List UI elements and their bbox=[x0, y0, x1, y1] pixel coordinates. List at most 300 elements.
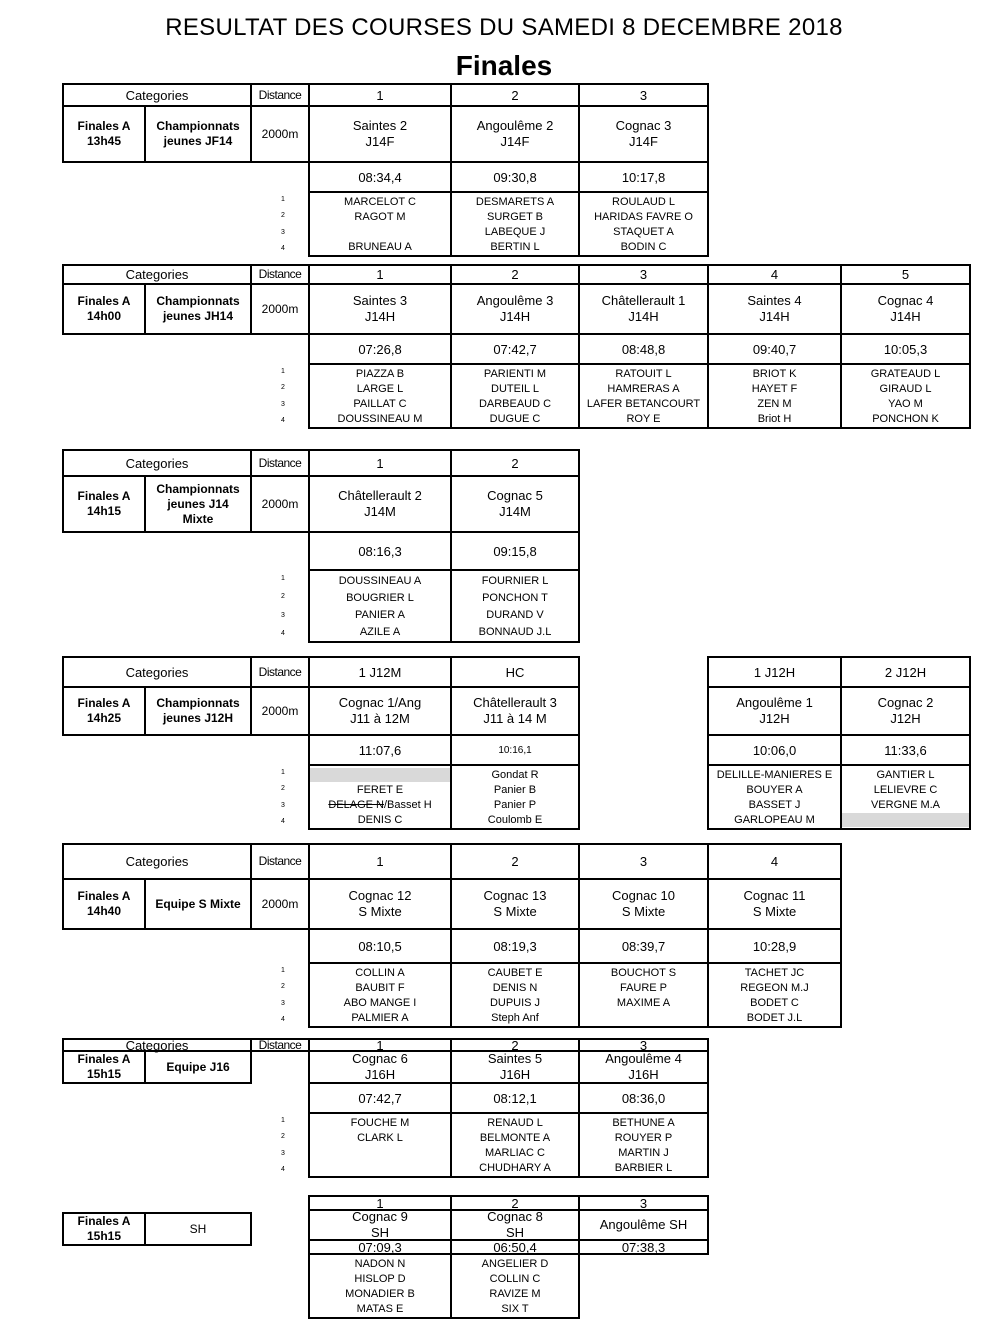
team-name: J14M bbox=[364, 504, 396, 519]
race-time: 08:19,3 bbox=[493, 938, 537, 954]
crew-member: ZEN M bbox=[757, 397, 792, 410]
team-name: J12H bbox=[759, 711, 790, 726]
crew-cell bbox=[578, 1112, 709, 1178]
category-label: Championnats bbox=[156, 481, 240, 496]
team-name: Angoulême 2 bbox=[476, 118, 554, 133]
crew-member: AZILE A bbox=[359, 625, 401, 638]
finale-cell bbox=[62, 686, 146, 736]
crew-member: MARCELOT C bbox=[344, 195, 416, 208]
crew-member-struck: DELAGE N bbox=[328, 798, 384, 811]
crew-member: MAXIME A bbox=[616, 996, 671, 1009]
distance-value: 2000m bbox=[261, 126, 299, 141]
crew-member: FOUCHE M bbox=[350, 1116, 410, 1129]
crew-member: DOUSSINEAU M bbox=[337, 412, 423, 425]
lane-order-numbers: 1 2 3 4 bbox=[281, 574, 285, 638]
finale-label: Finales A bbox=[77, 119, 131, 133]
distance-label: Distance bbox=[258, 1037, 302, 1052]
lane-header bbox=[450, 843, 580, 880]
time-cell bbox=[308, 531, 452, 571]
crew-member: SIX T bbox=[501, 1302, 529, 1315]
crew-member: BOUGRIER L bbox=[346, 591, 414, 604]
lane-number: HC bbox=[505, 664, 525, 680]
team-name: Angoulême 1 bbox=[736, 695, 813, 710]
race-time: 08:36,0 bbox=[621, 1090, 666, 1106]
race-time: 07:42,7 bbox=[358, 1090, 402, 1106]
race-time: 08:10,5 bbox=[358, 938, 402, 954]
crew-member bbox=[310, 768, 450, 782]
finale-label: 13h45 bbox=[86, 134, 122, 148]
lane-number: 3 bbox=[639, 854, 648, 869]
time-cell bbox=[308, 161, 452, 193]
lane-order-numbers: 1 2 3 4 bbox=[281, 195, 285, 253]
crew-member: BOUYER A bbox=[746, 783, 803, 796]
lane-header bbox=[308, 264, 452, 285]
race-time: 08:16,3 bbox=[358, 543, 402, 559]
crew-member: TACHET JC bbox=[744, 966, 805, 979]
crew-member: COLLIN A bbox=[355, 966, 405, 979]
team-cell bbox=[450, 105, 580, 163]
team-name: SH bbox=[370, 1225, 390, 1240]
finale-label: 15h15 bbox=[86, 1229, 122, 1243]
lane-order-numbers: 1 2 3 4 bbox=[281, 1116, 285, 1174]
time-cell bbox=[578, 1082, 709, 1114]
team-name: Angoulême SH bbox=[599, 1217, 688, 1232]
crew-member: DUPUIS J bbox=[489, 996, 541, 1009]
category-cell bbox=[144, 1212, 252, 1246]
crew-member: LARGE L bbox=[356, 382, 404, 395]
category-label: jeunes J14 bbox=[167, 496, 229, 511]
crew-member: Panier B bbox=[493, 783, 537, 796]
team-name: J14H bbox=[499, 309, 531, 324]
crew-member: COLLIN C bbox=[489, 1272, 541, 1285]
team-name: Cognac 1/Ang bbox=[338, 695, 422, 710]
team-name: Cognac 13 bbox=[483, 888, 547, 903]
distance-value: 2000m bbox=[261, 703, 299, 718]
crew-cell bbox=[450, 569, 580, 643]
category-cell bbox=[144, 283, 252, 335]
lane-number: 1 bbox=[376, 455, 384, 471]
crew-member: NADON N bbox=[354, 1257, 406, 1270]
lane-number: 1 bbox=[376, 1195, 384, 1211]
team-cell bbox=[450, 686, 580, 736]
lane-order-numbers: 1 2 3 4 bbox=[281, 367, 285, 425]
distance-label: Distance bbox=[258, 854, 302, 868]
crew-member: PARIENTI M bbox=[483, 367, 547, 380]
crew-member: FERET E bbox=[356, 783, 404, 796]
team-name: J16H bbox=[628, 1067, 659, 1082]
crew-member: Steph Anf bbox=[491, 1011, 539, 1024]
category-cell bbox=[144, 105, 252, 163]
page-subtitle: Finales bbox=[455, 50, 553, 81]
categories-label: Categories bbox=[125, 854, 189, 869]
category-label: SH bbox=[189, 1221, 207, 1236]
team-cell bbox=[308, 686, 452, 736]
lane-number: 3 bbox=[639, 1195, 648, 1211]
team-cell bbox=[308, 1209, 452, 1241]
crew-member: PONCHON K bbox=[872, 412, 939, 425]
distance-cell bbox=[250, 1050, 310, 1084]
finale-cell bbox=[62, 105, 146, 163]
finale-cell bbox=[62, 1050, 146, 1084]
time-cell bbox=[578, 161, 709, 193]
team-name: Cognac 8 bbox=[487, 1209, 543, 1224]
time-cell bbox=[308, 1082, 452, 1114]
crew-member: ABO MANGE I bbox=[343, 996, 417, 1009]
team-name: Saintes 3 bbox=[352, 293, 408, 308]
crew-member: PIAZZA B bbox=[355, 367, 405, 380]
race-time: 11:33,6 bbox=[884, 742, 927, 758]
team-name: Angoulême 4 bbox=[605, 1051, 682, 1066]
distance-value: 2000m bbox=[261, 301, 299, 316]
lane-header bbox=[450, 264, 580, 285]
team-name: Cognac 12 bbox=[348, 888, 412, 903]
crew-cell bbox=[450, 962, 580, 1028]
crew-cell bbox=[707, 363, 842, 429]
team-name: S Mixte bbox=[621, 904, 666, 919]
lane-header bbox=[308, 449, 452, 477]
categories-label: Categories bbox=[125, 87, 189, 103]
race-time: 11:07,6 bbox=[358, 742, 402, 758]
crew-member: GARLOPEAU M bbox=[734, 813, 815, 826]
crew-member: CAUBET E bbox=[487, 966, 543, 979]
crew-cell bbox=[308, 363, 452, 429]
team-name: Saintes 4 bbox=[747, 293, 802, 308]
crew-member: BELMONTE A bbox=[479, 1131, 551, 1144]
category-label: jeunes J12H bbox=[162, 711, 234, 725]
team-cell bbox=[840, 283, 971, 335]
categories-label: Categories bbox=[125, 455, 189, 471]
crew-cell bbox=[578, 191, 709, 257]
finale-cell bbox=[62, 1212, 146, 1246]
crew-member: MATAS E bbox=[356, 1302, 404, 1315]
distance-label: Distance bbox=[258, 664, 302, 679]
crew-member: BRUNEAU A bbox=[348, 240, 412, 253]
category-label: Mixte bbox=[182, 511, 214, 526]
team-cell bbox=[450, 1209, 580, 1241]
time-cell bbox=[578, 1239, 709, 1255]
distance-header bbox=[250, 843, 310, 880]
time-cell bbox=[578, 333, 709, 365]
crew-member: BAUBIT F bbox=[355, 981, 405, 994]
category-label: Championnats bbox=[156, 119, 240, 133]
category-label: Championnats bbox=[156, 696, 240, 710]
crew-member: GRATEAUD L bbox=[870, 367, 941, 380]
team-name: J14F bbox=[365, 134, 395, 149]
crew-member: BRIOT K bbox=[752, 367, 797, 380]
crew-cell bbox=[450, 764, 580, 830]
crew-member: MONADIER B bbox=[345, 1287, 415, 1300]
crew-cell bbox=[308, 569, 452, 643]
lane-number: 1 bbox=[376, 267, 384, 282]
distance-cell bbox=[250, 283, 310, 335]
team-name: Cognac 6 bbox=[352, 1051, 408, 1066]
lane-header bbox=[578, 264, 709, 285]
team-name: Saintes 5 bbox=[487, 1051, 543, 1066]
team-cell bbox=[450, 283, 580, 335]
crew-member: SURGET B bbox=[486, 210, 544, 223]
lane-header bbox=[707, 843, 842, 880]
crew-cell bbox=[308, 1112, 452, 1178]
distance-header bbox=[250, 264, 310, 285]
team-name: J14F bbox=[629, 134, 658, 149]
race-time: 08:48,8 bbox=[621, 341, 666, 357]
crew-member: HARIDAS FAVRE O bbox=[594, 210, 693, 223]
crew-member: PAILLAT C bbox=[353, 397, 407, 410]
distance-value: 2000m bbox=[261, 496, 299, 511]
categories-header bbox=[62, 843, 252, 880]
crew-member: RAGOT M bbox=[354, 210, 406, 223]
team-name: Cognac 3 bbox=[615, 118, 672, 133]
lane-number: 3 bbox=[639, 1037, 648, 1053]
crew-member: HAYET F bbox=[751, 382, 798, 395]
crew-member: LELIEVRE C bbox=[873, 783, 938, 796]
crew-member: DENIS N bbox=[492, 981, 538, 994]
time-cell bbox=[578, 928, 709, 964]
lane-order-numbers: 1 2 3 4 bbox=[281, 966, 285, 1024]
crew-member: CLARK L bbox=[357, 1131, 403, 1144]
lane-number: 2 J12H bbox=[884, 664, 927, 680]
category-cell bbox=[144, 686, 252, 736]
team-name: Cognac 4 bbox=[877, 293, 934, 308]
team-name: J14H bbox=[628, 309, 659, 324]
crew-member: HAMRERAS A bbox=[607, 382, 680, 395]
categories-header bbox=[62, 83, 252, 107]
distance-cell bbox=[250, 475, 310, 533]
team-cell bbox=[308, 878, 452, 930]
categories-label: Categories bbox=[125, 267, 189, 282]
race-time: 10:05,3 bbox=[883, 341, 928, 357]
crew-cell bbox=[578, 962, 709, 1028]
team-name: SH bbox=[505, 1225, 525, 1240]
lane-header bbox=[578, 83, 709, 107]
race-time: 10:16,1 bbox=[498, 744, 532, 756]
lane-header bbox=[840, 656, 971, 688]
crew-cell bbox=[450, 1112, 580, 1178]
team-name: Châtellerault 1 bbox=[601, 293, 686, 308]
time-cell bbox=[450, 1082, 580, 1114]
race-time: 07:09,3 bbox=[358, 1239, 402, 1255]
crew-member: Coulomb E bbox=[487, 813, 543, 826]
crew-cell bbox=[840, 764, 971, 830]
team-name: J12H bbox=[890, 711, 921, 726]
distance-cell bbox=[250, 686, 310, 736]
lane-number: 1 J12H bbox=[753, 664, 796, 680]
crew-member bbox=[310, 1146, 450, 1160]
finale-label: 15h15 bbox=[86, 1067, 122, 1081]
time-cell bbox=[450, 531, 580, 571]
finale-label: Finales A bbox=[77, 489, 131, 503]
time-cell bbox=[450, 928, 580, 964]
category-cell bbox=[144, 1050, 252, 1084]
team-name: Cognac 10 bbox=[612, 888, 675, 903]
race-time: 08:12,1 bbox=[493, 1090, 537, 1106]
lane-number: 4 bbox=[770, 854, 779, 869]
team-name: J11 à 12M bbox=[350, 711, 410, 726]
categories-label: Categories bbox=[125, 1037, 189, 1053]
crew-cell bbox=[308, 764, 452, 830]
finale-label: 14h15 bbox=[86, 504, 122, 518]
lane-header bbox=[450, 83, 580, 107]
crew-member: BOUCHOT S bbox=[610, 966, 677, 979]
time-cell bbox=[450, 161, 580, 193]
finale-cell bbox=[62, 475, 146, 533]
team-name: Cognac 2 bbox=[877, 695, 934, 710]
crew-member: RAVIZE M bbox=[489, 1287, 541, 1300]
team-cell bbox=[578, 283, 709, 335]
team-name: J14H bbox=[890, 309, 921, 324]
crew-member: PANIER A bbox=[355, 608, 405, 621]
crew-member: BODET J.L bbox=[746, 1011, 803, 1024]
crew-member: ROY E bbox=[626, 412, 661, 425]
lane-header bbox=[450, 656, 580, 688]
team-cell bbox=[450, 1050, 580, 1084]
finale-cell bbox=[62, 283, 146, 335]
crew-member: BODET C bbox=[750, 996, 799, 1009]
finale-label: 14h00 bbox=[86, 309, 122, 323]
team-name: Saintes 2 bbox=[352, 118, 408, 133]
race-time: 08:39,7 bbox=[621, 938, 666, 954]
crew-member: MARLIAC C bbox=[485, 1146, 545, 1159]
team-cell bbox=[707, 878, 842, 930]
team-cell bbox=[578, 878, 709, 930]
team-name: Châtellerault 2 bbox=[338, 488, 422, 503]
team-cell bbox=[450, 878, 580, 930]
crew-member: STAQUET A bbox=[613, 225, 674, 238]
lane-header bbox=[450, 449, 580, 477]
crew-member: HISLOP D bbox=[354, 1272, 406, 1285]
crew-member: Gondat R bbox=[491, 768, 539, 781]
crew-member: CHUDHARY A bbox=[479, 1161, 551, 1174]
team-name: J14F bbox=[500, 134, 530, 149]
race-time: 09:40,7 bbox=[752, 341, 797, 357]
lane-number: 4 bbox=[770, 267, 779, 282]
distance-header bbox=[250, 449, 310, 477]
race-time: 08:34,4 bbox=[358, 169, 402, 185]
category-label: Championnats bbox=[156, 294, 240, 308]
crew-member: BASSET J bbox=[748, 798, 801, 811]
crew-member: DURAND V bbox=[486, 608, 544, 621]
page-title: RESULTAT DES COURSES DU SAMEDI 8 DECEMBRE 2018 bbox=[165, 14, 843, 41]
crew-member: DARBEAUD C bbox=[478, 397, 552, 410]
crew-member: DOUSSINEAU A bbox=[338, 574, 422, 587]
lane-header bbox=[308, 656, 452, 688]
lane-number: 2 bbox=[511, 1195, 519, 1211]
crew-member: LABEQUE J bbox=[484, 225, 546, 238]
crew-member: DUTEIL L bbox=[491, 382, 539, 395]
team-name: J14H bbox=[364, 309, 396, 324]
team-cell bbox=[450, 475, 580, 533]
lane-header bbox=[707, 656, 842, 688]
team-cell bbox=[707, 283, 842, 335]
time-cell bbox=[308, 333, 452, 365]
crew-member: Briot H bbox=[757, 412, 792, 425]
distance-cell bbox=[250, 878, 310, 930]
category-label: Equipe S Mixte bbox=[155, 896, 241, 911]
crew-member: GANTIER L bbox=[876, 768, 935, 781]
crew-cell bbox=[707, 962, 842, 1028]
crew-member: DELAGE N/Basset H bbox=[328, 798, 432, 811]
team-cell bbox=[578, 1209, 709, 1241]
categories-header bbox=[62, 656, 252, 688]
distance-label: Distance bbox=[258, 455, 302, 470]
crew-member bbox=[842, 813, 969, 827]
race-time: 09:15,8 bbox=[493, 543, 537, 559]
lane-number: 2 bbox=[511, 267, 519, 282]
time-cell bbox=[308, 928, 452, 964]
team-name: J16H bbox=[364, 1067, 396, 1082]
finale-label: Finales A bbox=[77, 1052, 131, 1066]
team-cell bbox=[308, 283, 452, 335]
finale-label: Finales A bbox=[77, 294, 131, 308]
time-cell bbox=[707, 333, 842, 365]
team-name: S Mixte bbox=[493, 904, 537, 919]
crew-cell bbox=[840, 363, 971, 429]
distance-header bbox=[250, 656, 310, 688]
crew-member bbox=[310, 1161, 450, 1175]
crew-cell bbox=[308, 962, 452, 1028]
crew-member: RATOUIT L bbox=[615, 367, 672, 380]
crew-cell bbox=[707, 764, 842, 830]
time-cell bbox=[707, 734, 842, 766]
crew-member: GIRAUD L bbox=[879, 382, 932, 395]
lane-header bbox=[308, 83, 452, 107]
category-label: jeunes JH14 bbox=[162, 309, 234, 323]
crew-cell bbox=[308, 1253, 452, 1319]
distance-label: Distance bbox=[258, 87, 302, 102]
crew-cell bbox=[578, 363, 709, 429]
race-time: 10:17,8 bbox=[621, 169, 666, 185]
team-cell bbox=[578, 105, 709, 163]
crew-member: LAFER BETANCOURT bbox=[586, 397, 701, 410]
lane-header bbox=[840, 264, 971, 285]
crew-cell bbox=[450, 1253, 580, 1319]
team-name: J14M bbox=[499, 504, 531, 519]
time-cell bbox=[707, 928, 842, 964]
crew-member: FAURE P bbox=[619, 981, 668, 994]
time-cell bbox=[840, 734, 971, 766]
crew-member: ANGELIER D bbox=[481, 1257, 549, 1270]
race-time: 09:30,8 bbox=[493, 169, 537, 185]
finale-label: Finales A bbox=[77, 1214, 131, 1228]
crew-member: DESMARETS A bbox=[475, 195, 555, 208]
crew-member: PALMIER A bbox=[351, 1011, 409, 1024]
categories-header bbox=[62, 264, 252, 285]
team-cell bbox=[308, 105, 452, 163]
crew-cell bbox=[450, 191, 580, 257]
categories-label: Categories bbox=[125, 664, 189, 680]
team-cell bbox=[578, 1050, 709, 1084]
lane-number: 3 bbox=[639, 267, 648, 282]
time-cell bbox=[450, 333, 580, 365]
finale-label: 14h25 bbox=[86, 711, 122, 725]
race-time: 07:42,7 bbox=[493, 341, 537, 357]
crew-member: DUGUE C bbox=[489, 412, 541, 425]
lane-number: 1 J12M bbox=[358, 664, 402, 680]
category-label: jeunes JF14 bbox=[163, 134, 233, 148]
lane-number: 3 bbox=[639, 87, 648, 103]
team-name: S Mixte bbox=[358, 904, 402, 919]
finale-label: 14h40 bbox=[86, 904, 122, 918]
lane-header bbox=[707, 264, 842, 285]
lane-header bbox=[308, 843, 452, 880]
distance-label: Distance bbox=[258, 267, 302, 281]
distance-value: 2000m bbox=[261, 896, 299, 911]
lane-number: 1 bbox=[376, 87, 384, 103]
lane-number: 5 bbox=[901, 267, 910, 282]
crew-member: ROULAUD L bbox=[612, 195, 675, 208]
race-time: 07:26,8 bbox=[358, 341, 402, 357]
crew-member: MARTIN J bbox=[618, 1146, 669, 1159]
